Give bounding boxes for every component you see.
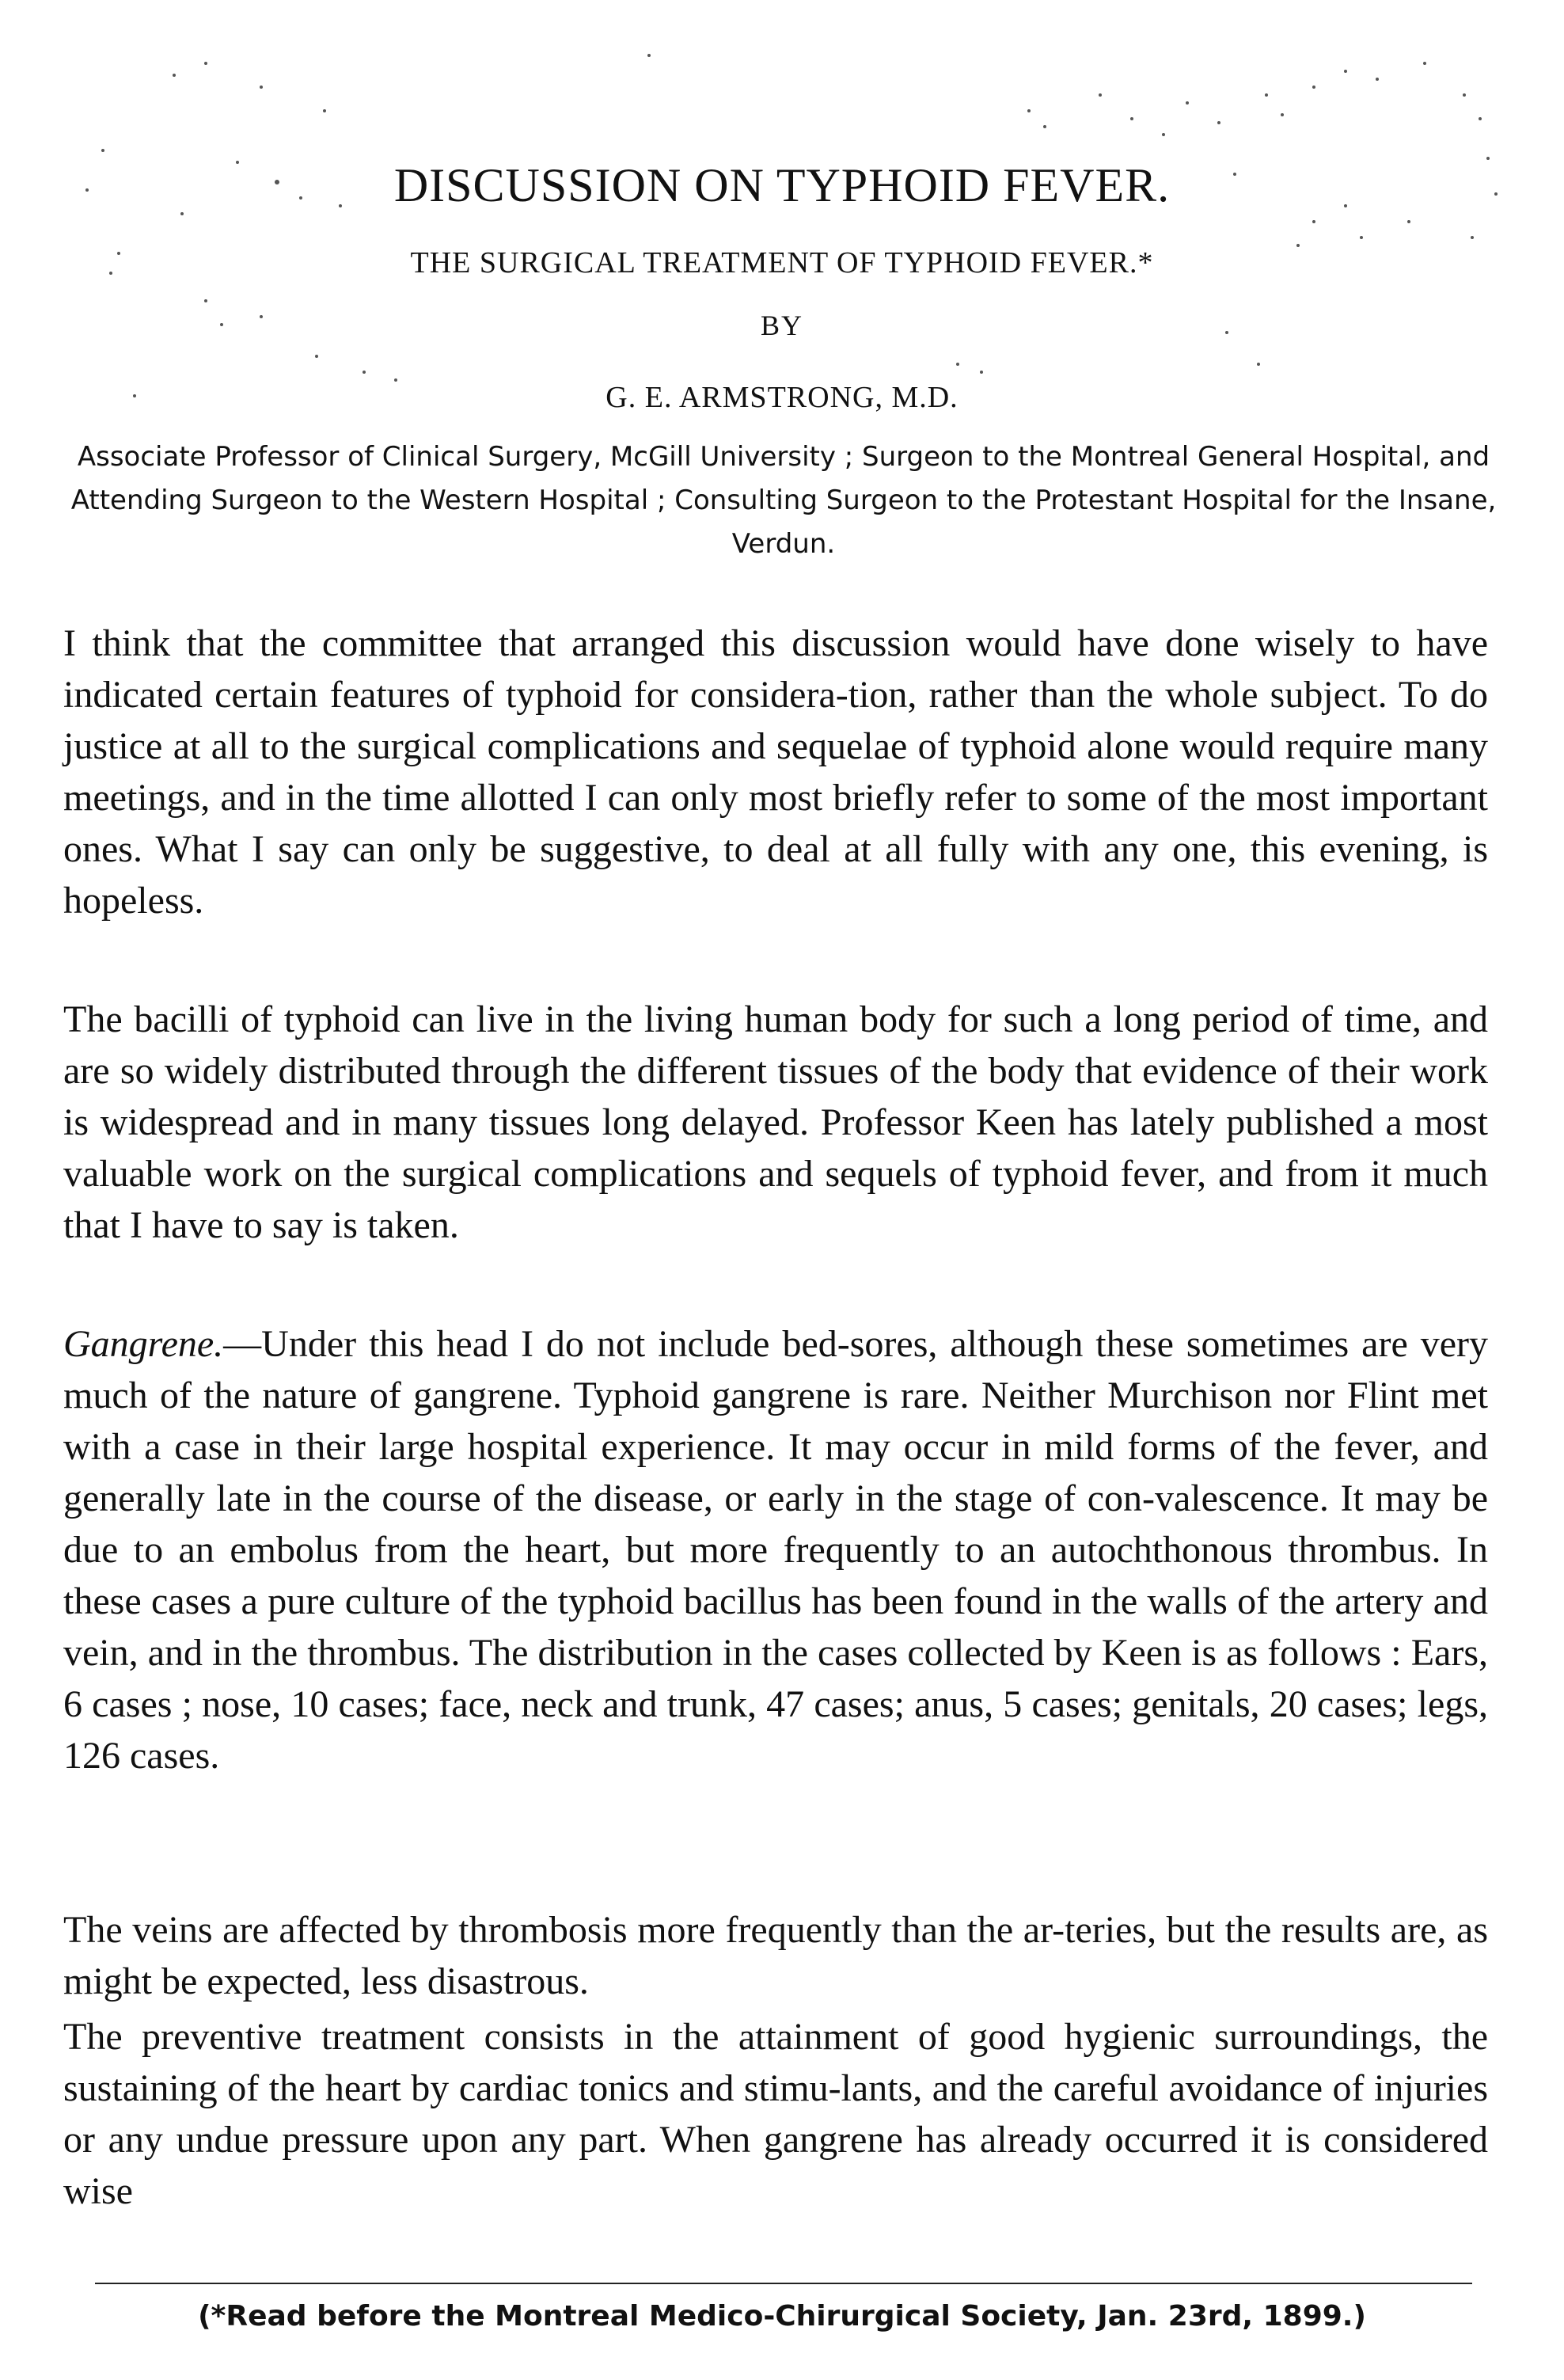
article-subtitle: THE SURGICAL TREATMENT OF TYPHOID FEVER.* <box>410 246 1154 279</box>
footnote: (*Read before the Montreal Medico-Chirurgical Society, Jan. 23rd, 1899.) <box>198 2300 1366 2332</box>
paragraph-3-text: —Under this head I do not include bed-sores, although these sometimes are very much of the nature of gangrene. Typhoid gangrene is rare. Neither Murchison nor Flint met with a case in their large hospital experience. It may occur in mild forms of the fever, and generally late in the course of the disease, or early in the stage of con-valescence. It may be due to an embolus from the heart, but more frequently to an autochthonous thrombus. In these cases a pure culture of the typhoid bacillus has been found in the walls of the artery and vein, and in the thrombus. The distribution in the cases collected by Keen is as follows : Ears, 6 cases ; nose, 10 cases; face, neck and trunk, 47 cases; anus, 5 cases; genitals, 20 cases; legs, 126 cases. <box>63 1323 1488 1777</box>
article-title: DISCUSSION ON TYPHOID FEVER. <box>393 159 1171 211</box>
author-affiliation: Associate Professor of Clinical Surgery, McGill University ; Surgeon to the Montreal General Hospital, and Attending Surgeon to the Western Hospital ; Consulting Surgeon to the Protestant Hospital for the Insane, Verdun. <box>70 441 1497 560</box>
paragraph-3 <box>63 1318 1488 1781</box>
section-heading-gangrene: Gangrene. <box>63 1323 224 1365</box>
author-name: G. E. ARMSTRONG, M.D. <box>605 381 959 414</box>
paragraph-4: The veins are affected by thrombosis more frequently than the ar-teries, but the results are, as might be expected, less disastrous. <box>63 1909 1488 2002</box>
paragraph-5: The preventive treatment consists in the attainment of good hygienic surroundings, the sustaining of the heart by cardiac tonics and stimu-lants, and the careful avoidance of injuries or any undue pressure upon any part. When gangrene has already occurred it is considered wise <box>63 2016 1488 2212</box>
footnote-divider <box>95 2283 1472 2284</box>
paragraph-2: The bacilli of typhoid can live in the living human body for such a long period of time, and are so widely distributed through the different tissues of the body that evidence of their work is widespread and in many tissues long delayed. Professor Keen has lately published a most valuable work on the surgical complications and sequels of typhoid fever, and from it much that I have to say is taken. <box>63 998 1488 1246</box>
paragraph-1: I think that the committee that arranged this discussion would have done wisely to have indicated certain features of typhoid for considera-tion, rather than the whole subject. To do justice at all to the surgical complications and sequelae of typhoid alone would require many meetings, and in the time allotted I can only most briefly refer to some of the most important ones. What I say can only be suggestive, to deal at all fully with any one, this evening, is hopeless. <box>63 622 1488 922</box>
byline-label: BY <box>760 310 803 341</box>
scan-noise <box>0 0 1564 443</box>
